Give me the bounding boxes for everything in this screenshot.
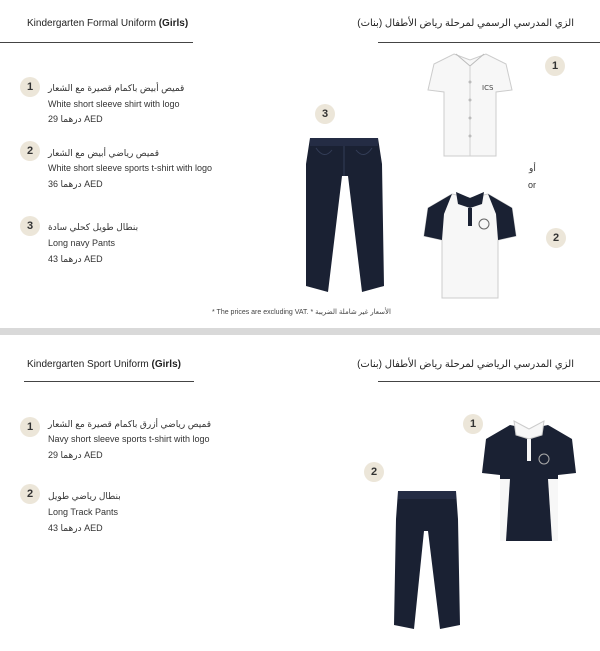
sport-uniform-panel — [0, 335, 600, 651]
formal-item-2-en: White short sleeve sports t-shirt with logo — [48, 163, 213, 173]
navy-sports-tshirt-image — [480, 419, 578, 545]
formal-item-3-ar: بنطال طويل كحلي سادة — [48, 222, 139, 232]
formal-shirt-badge: 1 — [545, 56, 565, 76]
navy-pants-image — [302, 136, 386, 296]
sport-item-2-price: درهما 43 AED — [48, 523, 103, 533]
sport-item-1-price: درهما 29 AED — [48, 450, 103, 460]
sport-title-en: Kindergarten Sport Uniform (Girls) — [27, 359, 181, 370]
formal-pants-badge: 3 — [315, 104, 335, 124]
or-label-en: or — [528, 180, 537, 190]
formal-item-1-en: White short sleeve shirt with logo — [48, 99, 180, 109]
formal-title-en: Kindergarten Formal Uniform (Girls) — [27, 18, 189, 29]
white-sports-tshirt-image — [422, 190, 518, 302]
formal-item-3-badge: 3 — [20, 216, 40, 236]
sport-item-2-en: Long Track Pants — [48, 507, 119, 517]
sport-item-1-badge: 1 — [20, 417, 40, 437]
formal-item-2-ar: قميص رياضي أبيض مع الشعار — [48, 148, 160, 158]
vat-note: * The prices are excluding VAT. * الأسعار غير شاملة الضريبة — [212, 309, 391, 316]
formal-item-1-ar: قميص أبيض باكمام قصيرة مع الشعار — [48, 83, 185, 93]
formal-title-rule-left — [0, 42, 193, 43]
or-label-ar: أو — [529, 163, 536, 173]
sport-title-ar: الزي المدرسي الرياضي لمرحلة رياض الأطفال (بنات) — [357, 359, 574, 370]
sport-title-rule-right — [378, 381, 600, 382]
sport-item-2-badge: 2 — [20, 484, 40, 504]
formal-item-1-badge: 1 — [20, 77, 40, 97]
svg-text:ICS: ICS — [482, 84, 494, 92]
formal-item-3-price: درهما 43 AED — [48, 254, 103, 264]
sport-pants-badge: 2 — [364, 462, 384, 482]
formal-title-rule-right — [378, 42, 600, 43]
formal-item-2-price: درهما 36 AED — [48, 179, 103, 189]
sport-item-1-ar: قميص رياضي أزرق باكمام قصيرة مع الشعار — [48, 419, 212, 429]
sport-title-rule-left — [24, 381, 194, 382]
track-pants-image — [392, 489, 462, 631]
formal-item-2-badge: 2 — [20, 141, 40, 161]
sport-shirt-badge: 1 — [463, 414, 483, 434]
formal-item-3-en: Long navy Pants — [48, 238, 116, 248]
sport-item-1-en: Navy short sleeve sports t-shirt with logo — [48, 434, 210, 444]
sport-item-2-ar: بنطال رياضي طويل — [48, 491, 121, 501]
white-shirt-image — [426, 50, 514, 160]
formal-tshirt-badge: 2 — [546, 228, 566, 248]
formal-item-1-price: درهما 29 AED — [48, 114, 103, 124]
formal-title-ar: الزي المدرسي الرسمي لمرحلة رياض الأطفال (بنات) — [357, 18, 574, 29]
